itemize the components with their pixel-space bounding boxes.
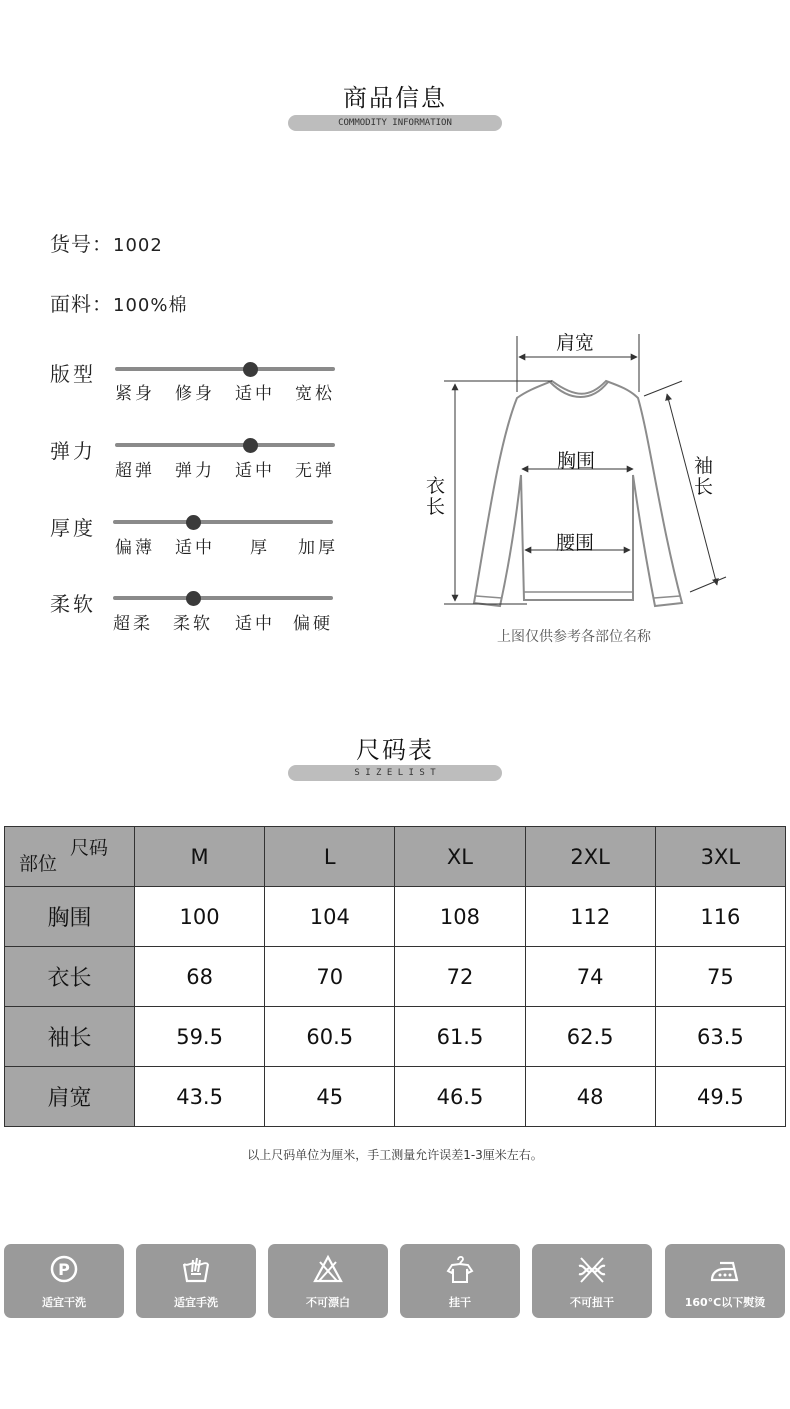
table-cell: 74 bbox=[525, 947, 655, 1007]
elasticity-scale-track bbox=[115, 443, 335, 447]
care-hand-wash bbox=[136, 1244, 256, 1318]
softness-option: 适中 bbox=[235, 614, 275, 634]
hand-wash-icon bbox=[180, 1254, 212, 1286]
attr-label-thickness: 厚度 bbox=[50, 516, 96, 540]
corner-size-label: 尺码 bbox=[69, 837, 108, 859]
table-row bbox=[5, 1067, 786, 1127]
care-label: 160°C以下熨烫 bbox=[684, 1296, 766, 1309]
table-cell: 72 bbox=[395, 947, 525, 1007]
table-cell: 49.5 bbox=[655, 1067, 785, 1127]
care-iron bbox=[665, 1244, 785, 1318]
softness-option: 柔软 bbox=[173, 614, 213, 634]
table-cell: 100 bbox=[135, 887, 265, 947]
no-bleach-icon bbox=[312, 1254, 344, 1286]
svg-text:P: P bbox=[58, 1260, 70, 1279]
softness-scale-marker bbox=[186, 591, 201, 606]
size-table-header bbox=[5, 827, 786, 887]
table-cell: 48 bbox=[525, 1067, 655, 1127]
thickness-option: 厚 bbox=[250, 538, 270, 558]
fit-scale-marker bbox=[243, 362, 258, 377]
table-row bbox=[5, 887, 786, 947]
hang-dry-icon bbox=[444, 1254, 476, 1286]
table-cell: 45 bbox=[265, 1067, 395, 1127]
attr-label-softness: 柔软 bbox=[50, 592, 96, 616]
elasticity-option: 适中 bbox=[235, 461, 275, 481]
diagram-caption: 上图仅供参考各部位名称 bbox=[497, 629, 651, 645]
sweater-outline bbox=[474, 381, 682, 606]
table-cell: 61.5 bbox=[395, 1007, 525, 1067]
table-cell: 116 bbox=[655, 887, 785, 947]
size-table bbox=[4, 826, 786, 1127]
care-label: 不可漂白 bbox=[306, 1296, 350, 1309]
sleeve-length-label: 袖长 bbox=[694, 455, 714, 498]
table-cell: 104 bbox=[265, 887, 395, 947]
softness-option: 超柔 bbox=[113, 614, 153, 634]
table-cell: 46.5 bbox=[395, 1067, 525, 1127]
row-header: 肩宽 bbox=[5, 1067, 135, 1127]
chest-label: 胸围 bbox=[557, 450, 596, 472]
table-cell: 68 bbox=[135, 947, 265, 1007]
elasticity-option: 无弹 bbox=[295, 461, 335, 481]
attr-label-fit: 版型 bbox=[50, 362, 96, 386]
table-cell: 59.5 bbox=[135, 1007, 265, 1067]
care-no-wring bbox=[532, 1244, 652, 1318]
size-header: L bbox=[265, 827, 395, 887]
iron-icon bbox=[709, 1254, 741, 1286]
size-header: 3XL bbox=[655, 827, 785, 887]
thickness-scale-track bbox=[113, 520, 333, 524]
elasticity-option: 超弹 bbox=[115, 461, 155, 481]
table-cell: 108 bbox=[395, 887, 525, 947]
attr-label-elasticity: 弹力 bbox=[50, 439, 96, 463]
table-row bbox=[5, 947, 786, 1007]
care-hang-dry bbox=[400, 1244, 520, 1318]
commodity-title: 商品信息 bbox=[343, 84, 447, 112]
fit-option: 适中 bbox=[235, 384, 275, 404]
softness-option: 偏硬 bbox=[293, 614, 333, 634]
fit-scale-track bbox=[115, 367, 335, 371]
table-row bbox=[5, 1007, 786, 1067]
size-list-subtitle: S I Z E L I S T bbox=[288, 765, 502, 781]
table-cell: 112 bbox=[525, 887, 655, 947]
size-header: XL bbox=[395, 827, 525, 887]
table-cell: 75 bbox=[655, 947, 785, 1007]
care-no-bleach bbox=[268, 1244, 388, 1318]
corner-part-label: 部位 bbox=[19, 853, 58, 875]
thickness-scale-marker bbox=[186, 515, 201, 530]
shoulder-width-label: 肩宽 bbox=[556, 332, 595, 354]
elasticity-option: 弹力 bbox=[175, 461, 215, 481]
size-header: 2XL bbox=[525, 827, 655, 887]
care-dry-clean bbox=[4, 1244, 124, 1318]
elasticity-scale-marker bbox=[243, 438, 258, 453]
commodity-subtitle: COMMODITY INFORMATION bbox=[288, 115, 502, 131]
fabric: 面料：100%棉 bbox=[50, 292, 188, 316]
row-header: 衣长 bbox=[5, 947, 135, 1007]
table-cell: 60.5 bbox=[265, 1007, 395, 1067]
row-header: 胸围 bbox=[5, 887, 135, 947]
care-label: 适宜干洗 bbox=[42, 1296, 86, 1309]
waist-label: 腰围 bbox=[556, 532, 595, 554]
fit-option: 宽松 bbox=[295, 384, 335, 404]
care-label: 适宜手洗 bbox=[174, 1296, 218, 1309]
row-header: 袖长 bbox=[5, 1007, 135, 1067]
table-corner-cell bbox=[5, 827, 135, 887]
thickness-option: 适中 bbox=[175, 538, 215, 558]
table-cell: 70 bbox=[265, 947, 395, 1007]
thickness-option: 偏薄 bbox=[115, 538, 155, 558]
size-header: M bbox=[135, 827, 265, 887]
thickness-option: 加厚 bbox=[298, 538, 338, 558]
size-note: 以上尺码单位为厘米，手工测量允许误差1-3厘米左右。 bbox=[247, 1148, 543, 1162]
table-cell: 43.5 bbox=[135, 1067, 265, 1127]
item-number: 货号：1002 bbox=[50, 232, 163, 256]
table-cell: 62.5 bbox=[525, 1007, 655, 1067]
fit-option: 修身 bbox=[175, 384, 215, 404]
no-wring-icon bbox=[576, 1254, 608, 1286]
dry-clean-icon bbox=[48, 1254, 80, 1286]
fit-option: 紧身 bbox=[115, 384, 155, 404]
size-list-title: 尺码表 bbox=[356, 736, 434, 764]
table-cell: 63.5 bbox=[655, 1007, 785, 1067]
softness-scale-track bbox=[113, 596, 333, 600]
care-label: 挂干 bbox=[449, 1296, 471, 1309]
length-label: 衣长 bbox=[426, 475, 446, 518]
care-label: 不可扭干 bbox=[570, 1296, 614, 1309]
